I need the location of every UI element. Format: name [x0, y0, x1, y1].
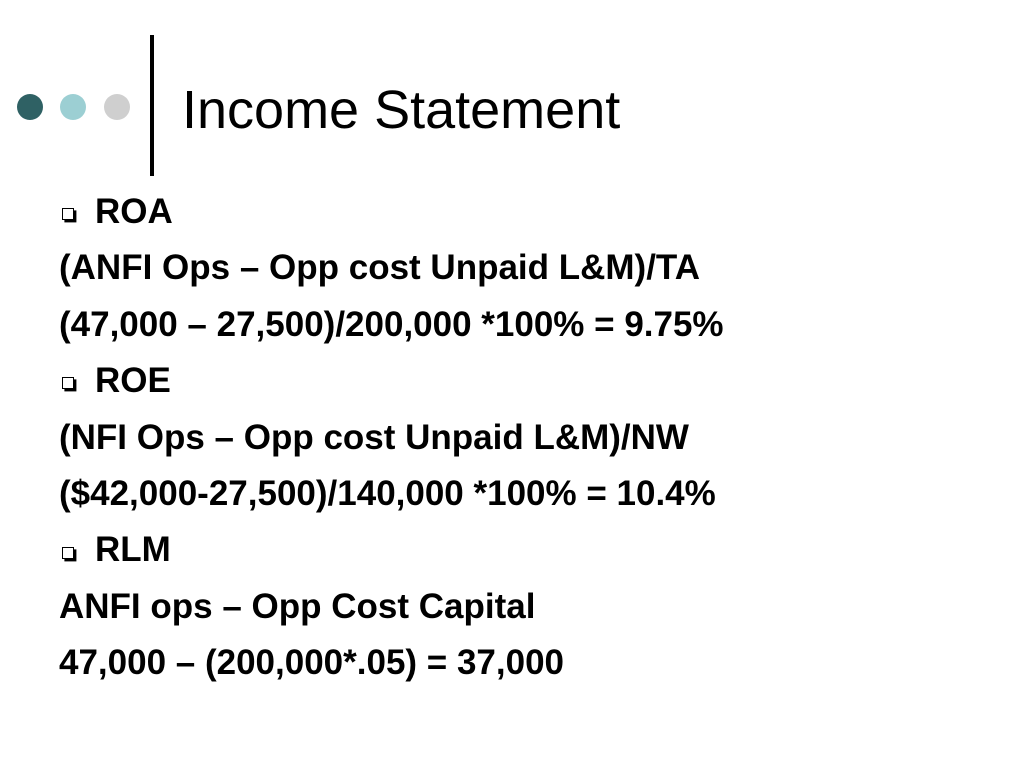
decor-dot-mid — [60, 94, 86, 120]
formula-line — [59, 410, 999, 466]
calculation-line — [59, 466, 999, 522]
bullet-label: RLM — [95, 530, 171, 570]
formula-text: (NFI Ops – Opp cost Unpaid L&M)/NW — [59, 417, 689, 457]
square-bullet-icon — [62, 377, 74, 389]
page-title: Income Statement — [182, 80, 621, 140]
calculation-text: (47,000 – 27,500)/200,000 *100% = 9.75% — [59, 304, 724, 344]
square-bullet-icon — [62, 208, 74, 220]
formula-line — [59, 240, 999, 296]
calculation-line — [59, 635, 999, 691]
calculation-text: ($42,000-27,500)/140,000 *100% = 10.4% — [59, 473, 716, 513]
calculation-text: 47,000 – (200,000*.05) = 37,000 — [59, 643, 565, 683]
bullet-label: ROA — [95, 192, 173, 231]
calculation-line — [59, 297, 999, 353]
decor-dot-light — [104, 94, 130, 120]
formula-text: ANFI ops – Opp Cost Capital — [59, 586, 536, 626]
title-divider — [150, 35, 154, 176]
bullet-label: ROE — [95, 361, 171, 401]
bullet-item-rlm — [59, 522, 999, 578]
bullet-item-roa — [59, 184, 999, 240]
formula-text: (ANFI Ops – Opp cost Unpaid L&M)/TA — [59, 248, 700, 288]
square-bullet-icon — [62, 547, 74, 559]
formula-line — [59, 579, 999, 635]
slide-body — [59, 184, 999, 692]
bullet-item-roe — [59, 353, 999, 409]
decor-dot-dark — [17, 94, 43, 120]
